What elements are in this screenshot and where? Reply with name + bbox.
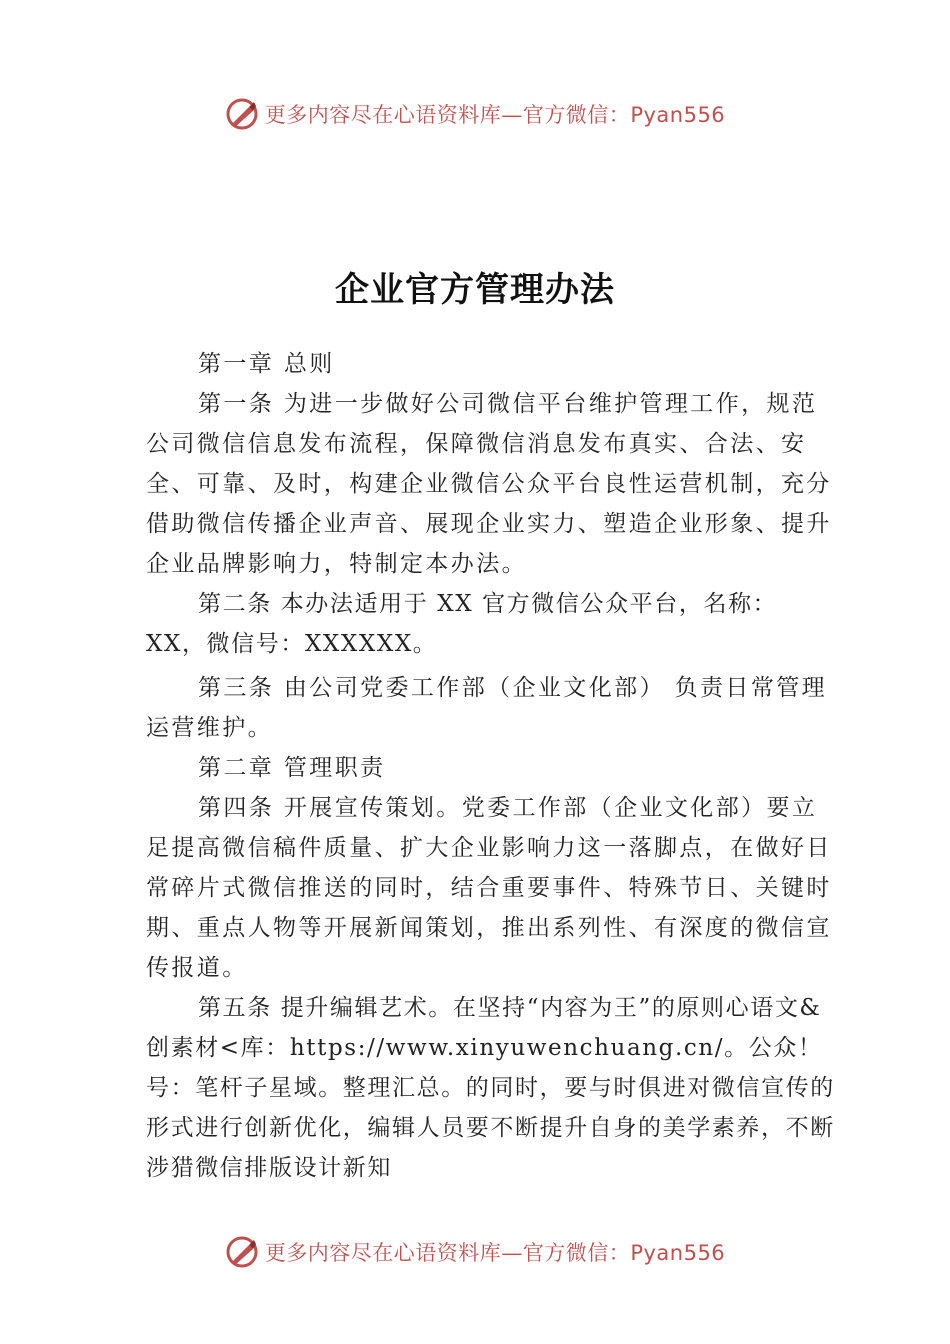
chapter-1-heading: 第一章 总则 <box>198 351 335 377</box>
footer-banner <box>0 1232 950 1272</box>
document-body <box>146 344 836 1188</box>
chapter-2-heading: 第二章 管理职责 <box>198 755 386 781</box>
banner-text <box>265 1237 725 1267</box>
banner-wechat-id: Pyan556 <box>630 1241 726 1265</box>
article-2: 第二条 本办法适用于 XX 官方微信公众平台，名称：XX，微信号：XXXXXX。 <box>146 591 778 657</box>
banner-wechat-label: 官方微信： <box>522 103 631 127</box>
banner-main-text: 更多内容尽在心语资料库 <box>264 1241 502 1265</box>
article-1: 第一条 为进一步做好公司微信平台维护管理工作，规范公司微信信息发布流程，保障微信消息发布真实、合法、安全、可靠、及时，构建企业微信公众平台良性运营机制，充分借助微信传播企业声音、展现企业实力、塑造企业形象、提升企业品牌影响力，特制定本办法。 <box>146 391 832 577</box>
header-banner <box>0 94 950 134</box>
banner-text <box>265 99 725 129</box>
banner-dash: — <box>501 103 523 127</box>
article-4: 第四条 开展宣传策划。党委工作部（企业文化部）要立足提高微信稿件质量、扩大企业影响力这一落脚点，在做好日常碎片式微信推送的同时，结合重要事件、特殊节日、关键时期、重点人物等开展新闻策划，推出系列性、有深度的微信宣传报道。 <box>146 795 832 981</box>
banner-dash: — <box>501 1241 523 1265</box>
pen-logo-icon <box>225 97 259 131</box>
banner-wechat-id: Pyan556 <box>630 103 726 127</box>
banner-main-text: 更多内容尽在心语资料库 <box>264 103 502 127</box>
document-title: 企业官方管理办法 <box>335 270 615 310</box>
pen-logo-icon <box>225 1235 259 1269</box>
article-5: 第五条 提升编辑艺术。在坚持“内容为王”的原则心语文&创素材<库：https://www.xinyuwenchuang.cn/。公众！号：笔杆子星域。整理汇总。的同时，要与时俱进对微信宣传的形式进行创新优化，编辑人员要不断提升自身的美学素养，不断涉猎微信排版设计新知 <box>146 995 835 1181</box>
banner-wechat-label: 官方微信： <box>522 1241 631 1265</box>
article-3: 第三条 由公司党委工作部（企业文化部） 负责日常管理运营维护。 <box>146 675 828 741</box>
